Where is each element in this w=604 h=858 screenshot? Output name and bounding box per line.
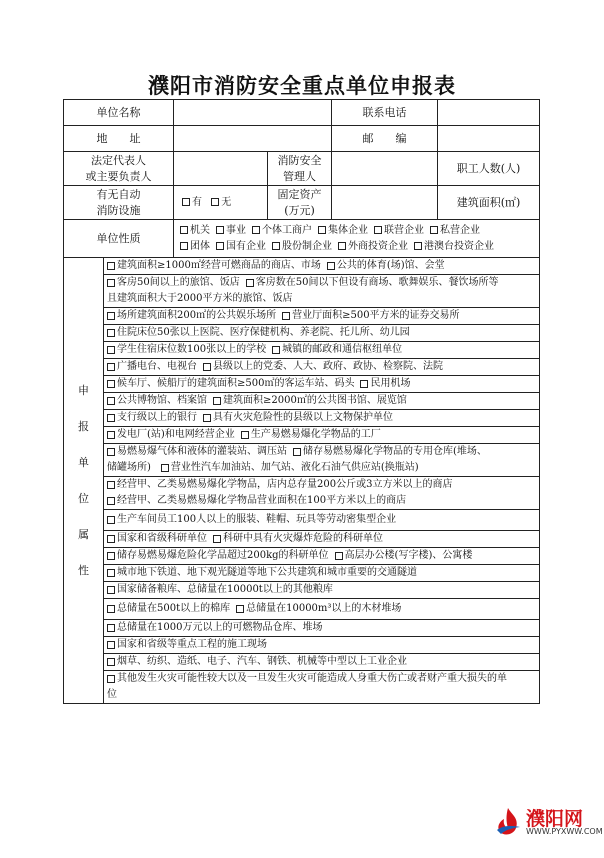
- attribute-row: [104, 477, 540, 510]
- attribute-row: [104, 510, 540, 531]
- attribute-option-label: 客房数在50间以下但设有商场、歌舞娱乐、餐饮场所等: [255, 277, 499, 288]
- attribute-row: [104, 620, 540, 637]
- attribute-option-label: 建筑面积≥1000㎡经营可燃商品的商店、市场: [117, 260, 321, 271]
- attribute-option[interactable]: [241, 429, 381, 440]
- unit-nature-option[interactable]: [180, 241, 210, 252]
- attribute-option[interactable]: [203, 361, 443, 372]
- fire-manager-label: [268, 152, 332, 186]
- fire-manager-label-line1: 消防安全: [277, 153, 322, 167]
- attribute-line: [107, 565, 536, 581]
- checkbox-icon[interactable]: [107, 535, 115, 543]
- attribute-row: [104, 671, 540, 704]
- unit-nature-label: 单位性质: [64, 220, 174, 258]
- attribute-line: [107, 654, 536, 670]
- building-area-label: 建筑面积(㎡): [438, 186, 540, 220]
- fixed-assets-label-line2: (万元): [284, 203, 315, 217]
- attribute-option[interactable]: [107, 310, 276, 321]
- checkbox-icon[interactable]: [107, 329, 115, 337]
- auto-fire-label: [64, 186, 174, 220]
- attribute-line: [107, 687, 536, 703]
- unit-nature-row-1: [180, 223, 536, 239]
- checkbox-icon[interactable]: [282, 312, 290, 320]
- postcode-label: 邮 编: [332, 126, 438, 152]
- checkbox-icon[interactable]: [107, 380, 115, 388]
- logo-text: 濮阳网: [526, 808, 584, 830]
- attribute-option-label: 营业性汽车加油站、加气站、液化石油气供应站(换瓶站): [170, 462, 419, 473]
- auto-fire-label-line1: 有无自动: [96, 187, 141, 201]
- checkbox-icon[interactable]: [414, 242, 422, 250]
- attribute-option-label: 公共的体育(场)馆、会堂: [336, 260, 445, 271]
- unit-nature-option[interactable]: [318, 225, 368, 236]
- checkbox-icon[interactable]: [180, 226, 188, 234]
- form-title: 濮阳市消防安全重点单位申报表: [148, 73, 456, 98]
- attribute-row: [104, 308, 540, 325]
- attribute-option-label: 营业厅面积≥500平方米的证券交易所: [292, 310, 460, 321]
- attribute-option[interactable]: [107, 673, 507, 684]
- attribute-option-label: 场所建筑面积200㎡的公共娱乐场所: [117, 310, 277, 321]
- checkbox-icon[interactable]: [241, 431, 249, 439]
- attribute-line: [107, 359, 536, 375]
- side-char: 报: [78, 419, 89, 433]
- attribute-option[interactable]: [107, 361, 197, 372]
- attribute-option-label: 经营甲、乙类易燃易爆化学物品，店内总存量200公斤或3立方米以上的商店: [117, 479, 453, 490]
- attribute-row: [104, 444, 540, 477]
- unit-nature-option-label: 机关: [190, 224, 210, 236]
- checkbox-icon[interactable]: [360, 380, 368, 388]
- attribute-option[interactable]: [107, 514, 396, 525]
- attribute-option-label: 生产易燃易爆化学物品的工厂: [250, 429, 381, 440]
- legal-rep-field[interactable]: [174, 152, 268, 186]
- attribute-option-label: 公共博物馆、档案馆: [117, 395, 207, 406]
- unit-name-label: 单位名称: [64, 100, 174, 126]
- attribute-option[interactable]: [327, 260, 445, 271]
- attribute-continuation: 且建筑面积大于2000平方米的旅馆、饭店: [107, 293, 293, 304]
- unit-nature-option[interactable]: [414, 241, 494, 252]
- site-logo: [492, 804, 603, 840]
- attribute-option[interactable]: [335, 550, 473, 561]
- attribute-line: [107, 444, 536, 460]
- phone-label: 联系电话: [332, 100, 438, 126]
- unit-nature-option-label: 外商投资企业: [348, 240, 408, 252]
- attribute-option-label: 候车厅、候船厅的建筑面积≥500㎡的客运车站、码头: [117, 378, 355, 389]
- side-char: 单: [78, 455, 89, 469]
- attribute-option-label: 其他发生火灾可能性较大以及一旦发生火灾可能造成人身重大伤亡或者财产重大损失的单: [117, 673, 507, 684]
- attribute-option[interactable]: [107, 446, 287, 457]
- attribute-row: [104, 359, 540, 376]
- application-form-table: [63, 99, 540, 704]
- attribute-row: [104, 582, 540, 599]
- attribute-option-label: 建筑面积≥2000㎡的公共图书馆、展览馆: [223, 395, 407, 406]
- auto-fire-yes-label: 有: [192, 196, 202, 208]
- logo-url: WWW.PYXWW.COM: [526, 827, 603, 836]
- legal-rep-label-line2: 或主要负责人: [85, 169, 152, 183]
- unit-nature-option[interactable]: [272, 241, 332, 252]
- attribute-line: [107, 410, 536, 426]
- checkbox-icon[interactable]: [107, 624, 115, 632]
- attribute-option-label: 广播电台、电视台: [117, 361, 197, 372]
- checkbox-icon[interactable]: [107, 516, 115, 524]
- attribute-row: [104, 410, 540, 427]
- unit-nature-option[interactable]: [338, 241, 408, 252]
- attribute-line: [107, 393, 536, 409]
- attribute-option-label: 客房50间以上的旅馆、饭店: [117, 277, 240, 288]
- attribute-line: [107, 342, 536, 358]
- attribute-line: [107, 582, 536, 598]
- attribute-row: [104, 325, 540, 342]
- attribute-line: [107, 291, 536, 307]
- attribute-option[interactable]: [107, 622, 322, 633]
- attribute-option[interactable]: [107, 378, 354, 389]
- checkbox-icon[interactable]: [203, 414, 211, 422]
- attribute-option[interactable]: [107, 344, 266, 355]
- attribute-option[interactable]: [107, 479, 452, 490]
- checkbox-icon[interactable]: [203, 363, 211, 371]
- attribute-line: [107, 601, 536, 617]
- attribute-continuation: 位: [107, 689, 117, 700]
- attribute-line: [107, 477, 536, 493]
- attribute-option[interactable]: [107, 412, 197, 423]
- checkbox-icon[interactable]: [107, 279, 115, 287]
- attribute-option-label: 国家和省级等重点工程的施工现场: [117, 639, 267, 650]
- attribute-option[interactable]: [107, 395, 207, 406]
- attribute-option[interactable]: [107, 495, 406, 506]
- checkbox-icon[interactable]: [107, 262, 115, 270]
- checkbox-icon[interactable]: [107, 552, 115, 560]
- checkbox-icon[interactable]: [246, 279, 254, 287]
- attribute-side-label: [64, 258, 104, 704]
- unit-nature-option[interactable]: [430, 225, 480, 236]
- attribute-line: [107, 460, 536, 476]
- side-char: 性: [78, 563, 89, 577]
- attribute-row: [104, 258, 540, 275]
- checkbox-icon[interactable]: [272, 242, 280, 250]
- attribute-row: [104, 393, 540, 410]
- auto-fire-no-label: 无: [221, 196, 232, 208]
- checkbox-icon[interactable]: [107, 363, 115, 371]
- attribute-line: [107, 258, 536, 274]
- unit-nature-option[interactable]: [216, 225, 246, 236]
- attribute-option[interactable]: [293, 446, 487, 457]
- unit-nature-option-label: 股份制企业: [282, 240, 332, 252]
- checkbox-icon[interactable]: [107, 497, 115, 505]
- attribute-line: [107, 531, 536, 547]
- attribute-option[interactable]: [107, 656, 407, 667]
- attribute-line: [107, 376, 536, 392]
- attribute-line: [107, 325, 536, 341]
- checkbox-icon[interactable]: [318, 226, 326, 234]
- attribute-option-label: 总储量在10000m³以上的木材堆场: [246, 603, 402, 614]
- fixed-assets-field[interactable]: [332, 186, 438, 220]
- attribute-option[interactable]: [360, 378, 410, 389]
- employees-label: 职工人数(人): [438, 152, 540, 186]
- attribute-option[interactable]: [282, 310, 459, 321]
- checkbox-icon[interactable]: [211, 198, 219, 206]
- attribute-option-label: 生产车间员工100人以上的服装、鞋帽、玩具等劳动密集型企业: [117, 514, 397, 525]
- attribute-option-label: 经营甲、乙类易燃易爆化学物品营业面积在100平方米以上的商店: [117, 495, 407, 506]
- unit-nature-option-label: 事业: [226, 224, 246, 236]
- attribute-option[interactable]: [107, 584, 333, 595]
- checkbox-icon[interactable]: [236, 605, 244, 613]
- attribute-option-label: 储存易燃易爆危险化学品超过200kg的科研单位: [117, 550, 329, 561]
- checkbox-icon[interactable]: [338, 242, 346, 250]
- legal-rep-label-line1: 法定代表人: [91, 153, 146, 167]
- checkbox-icon[interactable]: [107, 481, 115, 489]
- checkbox-icon[interactable]: [182, 198, 190, 206]
- checkbox-icon[interactable]: [107, 414, 115, 422]
- attribute-row: [104, 654, 540, 671]
- attribute-option[interactable]: [107, 327, 410, 338]
- attribute-option-label: 科研中具有火灾爆炸危险的科研单位: [223, 533, 383, 544]
- attribute-option-label: 高层办公楼(写字楼)、公寓楼: [344, 550, 473, 561]
- attribute-option[interactable]: [107, 603, 230, 614]
- fixed-assets-label: [268, 186, 332, 220]
- auto-fire-no-option[interactable]: [211, 197, 231, 208]
- checkbox-icon[interactable]: [327, 262, 335, 270]
- attribute-option[interactable]: [107, 260, 321, 271]
- attribute-option-label: 住院床位50张以上医院、医疗保健机构、养老院、托儿所、幼儿园: [117, 327, 410, 338]
- unit-nature-option[interactable]: [374, 225, 424, 236]
- checkbox-icon[interactable]: [430, 226, 438, 234]
- checkbox-icon[interactable]: [252, 226, 260, 234]
- side-char: 申: [78, 383, 89, 397]
- unit-nature-option[interactable]: [216, 241, 266, 252]
- fire-manager-field[interactable]: [332, 152, 438, 186]
- attribute-continuation: 储罐场所): [107, 462, 151, 473]
- attribute-line: [107, 275, 536, 291]
- unit-nature-option-label: 集体企业: [328, 224, 368, 236]
- attribute-line: [107, 637, 536, 653]
- attribute-option-label: 城市地下铁道、地下观光隧道等地下公共建筑和城市重要的交通隧道: [117, 567, 417, 578]
- side-char: 位: [78, 491, 89, 505]
- attribute-option-label: 民用机场: [370, 378, 411, 389]
- unit-nature-option-label: 联营企业: [384, 224, 424, 236]
- auto-fire-label-line2: 消防设施: [96, 203, 141, 217]
- address-label: 地 址: [64, 126, 174, 152]
- unit-nature-row-2: [180, 239, 536, 255]
- unit-nature-option-label: 个体工商户: [262, 224, 312, 236]
- checkbox-icon[interactable]: [161, 464, 169, 472]
- checkbox-icon[interactable]: [216, 242, 224, 250]
- attribute-option-label: 具有火灾危险性的县级以上文物保护单位: [213, 412, 393, 423]
- attribute-option[interactable]: [213, 533, 383, 544]
- attribute-option-label: 总储量在500t以上的棉库: [117, 603, 231, 614]
- attribute-line: [107, 671, 536, 687]
- attribute-option[interactable]: [161, 462, 419, 473]
- attribute-option-label: 县级以上的党委、人大、政府、政协、检察院、法院: [213, 361, 443, 372]
- flame-logo-icon: [492, 806, 524, 838]
- attribute-option-label: 易燃易爆气体和液体的灌装站、调压站: [117, 446, 287, 457]
- unit-nature-option-label: 国有企业: [226, 240, 266, 252]
- attribute-line: [107, 548, 536, 564]
- attribute-row: [104, 427, 540, 444]
- unit-nature-options: [174, 220, 540, 258]
- phone-field[interactable]: [438, 100, 540, 126]
- checkbox-icon[interactable]: [107, 448, 115, 456]
- checkbox-icon[interactable]: [107, 431, 115, 439]
- attribute-option[interactable]: [107, 639, 267, 650]
- attribute-option-label: 储存易燃易爆化学物品的专用仓库(堆场、: [303, 446, 487, 457]
- checkbox-icon[interactable]: [293, 448, 301, 456]
- attribute-option[interactable]: [107, 550, 329, 561]
- attribute-option[interactable]: [107, 567, 417, 578]
- unit-nature-option[interactable]: [180, 225, 210, 236]
- legal-rep-label: [64, 152, 174, 186]
- fixed-assets-label-line1: 固定资产: [277, 187, 322, 201]
- attribute-line: [107, 493, 536, 509]
- checkbox-icon[interactable]: [180, 242, 188, 250]
- attribute-option[interactable]: [107, 429, 235, 440]
- checkbox-icon[interactable]: [107, 641, 115, 649]
- address-field[interactable]: [174, 126, 332, 152]
- checkbox-icon[interactable]: [107, 312, 115, 320]
- unit-nature-option[interactable]: [252, 225, 312, 236]
- attribute-option-label: 城镇的邮政和通信枢纽单位: [282, 344, 403, 355]
- checkbox-icon[interactable]: [213, 535, 221, 543]
- unit-name-field[interactable]: [174, 100, 332, 126]
- checkbox-icon[interactable]: [272, 346, 280, 354]
- attribute-option[interactable]: [203, 412, 393, 423]
- checkbox-icon[interactable]: [107, 675, 115, 683]
- attribute-line: [107, 427, 536, 443]
- side-char: 属: [78, 527, 89, 541]
- checkbox-icon[interactable]: [107, 586, 115, 594]
- attribute-row: [104, 599, 540, 620]
- attribute-option-label: 国家储备粮库、总储量在10000t以上的其他粮库: [117, 584, 333, 595]
- unit-nature-option-label: 港澳台投资企业: [424, 240, 494, 252]
- attribute-option[interactable]: [107, 277, 240, 288]
- attribute-option-label: 国家和省级科研单位: [117, 533, 207, 544]
- attribute-line: [107, 620, 536, 636]
- attribute-option-label: 烟草、纺织、造纸、电子、汽车、钢铁、机械等中型以上工业企业: [117, 656, 407, 667]
- fire-manager-label-line2: 管理人: [283, 169, 316, 183]
- checkbox-icon[interactable]: [107, 397, 115, 405]
- checkbox-icon[interactable]: [335, 552, 343, 560]
- attribute-option-label: 发电厂(站)和电网经营企业: [117, 429, 235, 440]
- auto-fire-yes-option[interactable]: [182, 197, 202, 208]
- checkbox-icon[interactable]: [107, 658, 115, 666]
- attribute-line: [107, 512, 536, 528]
- attribute-option[interactable]: [236, 603, 401, 614]
- attribute-option-label: 支行级以上的银行: [117, 412, 197, 423]
- auto-fire-options: [174, 186, 268, 220]
- unit-nature-option-label: 团体: [190, 240, 210, 252]
- attribute-row: [104, 565, 540, 582]
- attribute-option[interactable]: [213, 395, 407, 406]
- checkbox-icon[interactable]: [213, 397, 221, 405]
- attribute-row: [104, 376, 540, 393]
- postcode-field[interactable]: [438, 126, 540, 152]
- attribute-row: [104, 342, 540, 359]
- attribute-line: [107, 308, 536, 324]
- attribute-row: [104, 531, 540, 548]
- attribute-row: [104, 548, 540, 565]
- attribute-option-label: 总储量在1000万元以上的可燃物品仓库、堆场: [117, 622, 323, 633]
- checkbox-icon[interactable]: [216, 226, 224, 234]
- attribute-option[interactable]: [246, 277, 499, 288]
- attribute-row: [104, 275, 540, 308]
- attribute-option[interactable]: [272, 344, 402, 355]
- attribute-option[interactable]: [107, 533, 207, 544]
- checkbox-icon[interactable]: [107, 569, 115, 577]
- checkbox-icon[interactable]: [107, 605, 115, 613]
- unit-nature-option-label: 私营企业: [440, 224, 480, 236]
- checkbox-icon[interactable]: [374, 226, 382, 234]
- checkbox-icon[interactable]: [107, 346, 115, 354]
- attribute-row: [104, 637, 540, 654]
- attribute-option-label: 学生住宿床位数100张以上的学校: [117, 344, 267, 355]
